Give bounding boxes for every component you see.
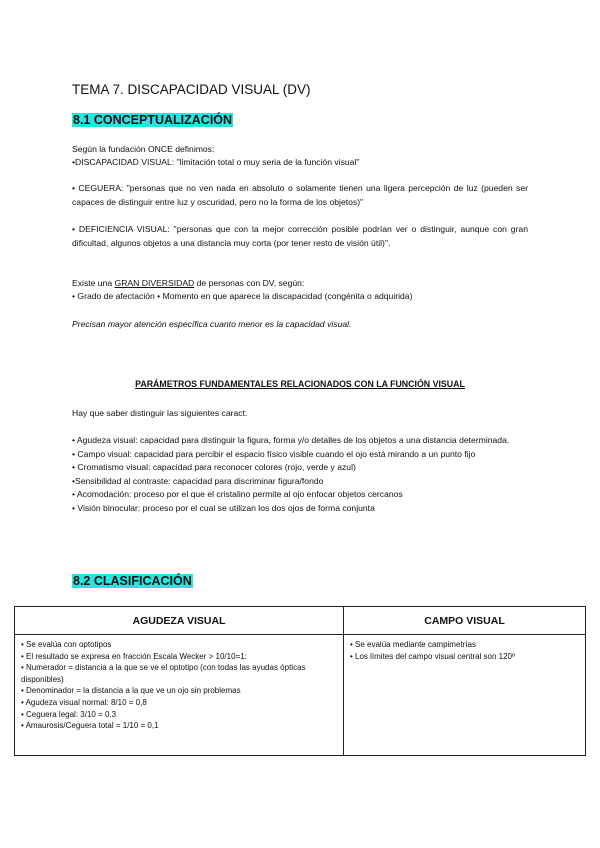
parameters-list [72, 434, 528, 515]
attention-note: Precisan mayor atención específica cuanto menor es la capacidad visual. [72, 319, 352, 329]
list-item: • Agudeza visual: capacidad para distinguir la figura, forma y/o detalles de los objetos a una distancia determinada. [72, 435, 510, 445]
classification-table [14, 606, 586, 756]
list-item: •Sensibilidad al contraste: capacidad para discriminar figura/fondo [72, 475, 324, 486]
section-heading-text: 8.1 CONCEPTUALIZACIÓN [73, 113, 233, 127]
diversity-line [72, 277, 528, 291]
section-heading-conceptualizacion [72, 111, 233, 129]
section-heading-clasificacion [72, 572, 193, 590]
diversity-suffix: de personas con DV, según: [194, 278, 305, 288]
list-item: • Numerador = distancia a la que se ve el optotipo (con todas las ayudas ópticas disponibles) [21, 663, 306, 684]
list-item: • Amaurosis/Ceguera total = 1/10 = 0,1 [21, 721, 159, 731]
intro-text: Según la fundación ONCE definimos: [72, 144, 215, 154]
diversity-items: • Grado de afectación • Momento en que aparece la discapacidad (congénita o adquirida) [72, 291, 413, 301]
list-item: • Visión binocular: proceso por el cual se utilizan los dos ojos de forma conjunta [72, 502, 375, 513]
table-header-campo: CAMPO VISUAL [344, 607, 586, 635]
diversity-underlined: GRAN DIVERSIDAD [114, 278, 195, 288]
table-row [15, 635, 586, 756]
definition-discapacidad-visual: •DISCAPACIDAD VISUAL: "limitación total o muy seria de la función visual" [72, 157, 360, 167]
list-item: • Los límites del campo visual central son 120º [350, 651, 515, 661]
parameters-intro: Hay que saber distinguir las siguientes caract: [72, 408, 248, 418]
definition-ceguera: • CEGUERA: "personas que no ven nada en absoluto o solamente tienen una ligera percepción de luz (pueden ser capaces de distinguir entre luz y oscuridad, pero no la forma de los objetos)" [72, 183, 528, 207]
list-item: • Se evalúa mediante campimetrías [350, 640, 476, 649]
page-title: TEMA 7. DISCAPACIDAD VISUAL (DV) [72, 82, 311, 97]
parameters-heading: PARÁMETROS FUNDAMENTALES RELACIONADOS CON LA FUNCIÓN VISUAL [135, 379, 465, 389]
diversity-prefix: Existe una [72, 278, 115, 288]
table-cell-agudeza [15, 635, 344, 756]
list-item: • Cromatismo visual: capacidad para reconocer colores (rojo, verde y azul) [72, 462, 356, 472]
section-heading-text: 8.2 CLASIFICACIÓN [73, 574, 192, 588]
list-item: • Campo visual: capacidad para percibir el espacio físico visible cuando el ojo está mirando a un punto fijo [72, 448, 476, 459]
list-item: • Se evalúa con optotipos [21, 640, 112, 649]
definition-deficiencia-visual: • DEFICIENCIA VISUAL: "personas que con la mejor corrección posible podrían ver o distinguir, aunque con gran dificultad, algunos objetos a una distancia muy corta (por tener resto de visión útil)". [72, 224, 528, 248]
table-cell-campo [344, 635, 586, 756]
list-item: • Denominador = la distancia a la que ve un ojo sin problemas [21, 686, 241, 696]
list-item: • Acomodación: proceso por el que el cristalino permite al ojo enfocar objetos cercanos [72, 489, 403, 499]
list-item: • Agudeza visual normal: 8/10 = 0,8 [21, 697, 147, 707]
list-item: • El resultado se expresa en fracción Escala Wecker > 10/10=1: [21, 651, 247, 661]
table-header-agudeza: AGUDEZA VISUAL [15, 607, 344, 635]
list-item: • Ceguera legal: 3/10 = 0,3 [21, 709, 117, 719]
